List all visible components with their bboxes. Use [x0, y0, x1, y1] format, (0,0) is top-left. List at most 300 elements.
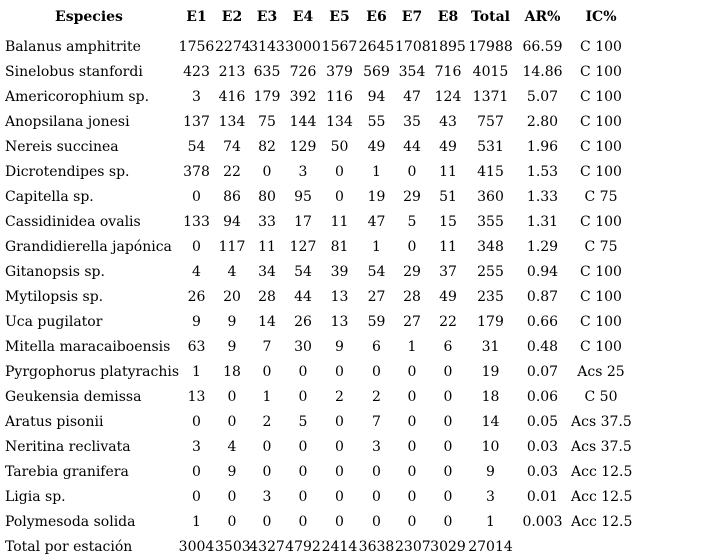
value-cell: 1 — [372, 238, 381, 255]
value-cell: 179 — [477, 313, 504, 330]
species-name-cell: Polymesoda solida — [5, 513, 136, 530]
species-name-cell: Neritina reclivata — [5, 438, 131, 455]
total-value-cell — [571, 534, 631, 559]
value-cell: 569 — [363, 63, 390, 80]
value-cell: 0 — [407, 463, 417, 480]
value-cell: 0 — [192, 463, 201, 480]
value-cell: 4015 — [472, 63, 509, 80]
value-cell: 1756 — [178, 38, 215, 55]
value-cell: 3 — [192, 438, 201, 455]
value-cell: 415 — [477, 163, 504, 180]
value-cell: 47 — [367, 213, 386, 230]
column-header: E3 — [256, 9, 278, 25]
species-name-cell: Pyrgophorus platyrachis — [5, 363, 180, 380]
table-row — [0, 334, 701, 359]
value-cell: 44 — [294, 288, 312, 305]
column-spacer — [631, 0, 701, 34]
value-cell: 0.07 — [526, 363, 559, 380]
value-cell: 11 — [330, 213, 349, 230]
value-cell: 51 — [439, 188, 457, 205]
value-cell: 1371 — [472, 88, 509, 105]
value-cell: 49 — [367, 138, 386, 155]
value-cell: 1.33 — [526, 188, 559, 205]
column-header: E8 — [437, 9, 459, 25]
value-cell: Acc 12.5 — [571, 463, 633, 480]
value-cell: 0.05 — [526, 413, 559, 430]
value-cell: 1567 — [321, 38, 358, 55]
species-name-cell: Americorophium sp. — [5, 88, 150, 105]
total-label-cell: Total por estación — [5, 538, 133, 555]
table-row — [0, 109, 701, 134]
value-cell: C 50 — [584, 388, 618, 405]
value-cell: 1 — [192, 513, 201, 530]
row-spacer — [631, 84, 701, 109]
row-spacer — [631, 109, 701, 134]
value-cell: 1708 — [395, 38, 431, 55]
value-cell: 0 — [262, 438, 272, 455]
value-cell: C 100 — [580, 113, 622, 130]
value-cell: 2274 — [215, 38, 251, 55]
value-cell: 14.86 — [522, 63, 563, 80]
column-header: E5 — [329, 9, 350, 25]
value-cell: 0 — [192, 188, 201, 205]
value-cell: 5 — [298, 413, 308, 430]
value-cell: 635 — [253, 63, 281, 80]
table-row — [0, 184, 701, 209]
row-spacer — [631, 309, 701, 334]
value-cell: 18 — [481, 388, 500, 405]
row-spacer — [631, 209, 701, 234]
value-cell: 9 — [227, 338, 237, 355]
value-cell: C 100 — [580, 263, 622, 280]
table-body — [0, 34, 701, 559]
value-cell: 27 — [403, 313, 421, 330]
value-cell: 59 — [367, 313, 386, 330]
table-row — [0, 309, 701, 334]
value-cell: 716 — [434, 63, 462, 80]
value-cell: 5.07 — [526, 88, 559, 105]
table-row — [0, 434, 701, 459]
table-row — [0, 134, 701, 159]
value-cell: 27 — [367, 288, 386, 305]
value-cell: Acc 12.5 — [571, 488, 633, 505]
table-row — [0, 234, 701, 259]
value-cell: 9 — [486, 463, 495, 480]
species-name-cell: Cassidinidea ovalis — [5, 213, 141, 230]
value-cell: 1 — [372, 163, 381, 180]
value-cell: 3 — [372, 438, 381, 455]
value-cell: 0 — [335, 488, 344, 505]
species-name-cell: Anopsilana jonesi — [5, 113, 130, 130]
value-cell: 0 — [298, 488, 308, 505]
species-name-cell: Dicrotendipes sp. — [5, 163, 130, 180]
value-cell: 0 — [407, 388, 417, 405]
column-header: E6 — [366, 9, 387, 25]
value-cell: 1 — [192, 363, 201, 380]
value-cell: 34 — [258, 263, 276, 280]
value-cell: 0.94 — [526, 263, 559, 280]
value-cell: 124 — [434, 88, 462, 105]
value-cell: 54 — [187, 138, 206, 155]
value-cell: 726 — [289, 63, 317, 80]
value-cell: 1895 — [430, 38, 466, 55]
value-cell: 6 — [443, 338, 453, 355]
table-row — [0, 509, 701, 534]
value-cell: 0 — [407, 163, 417, 180]
species-name-cell: Mitella maracaiboensis — [5, 338, 171, 355]
value-cell: 0 — [443, 388, 453, 405]
row-spacer — [631, 284, 701, 309]
value-cell: 86 — [223, 188, 241, 205]
value-cell: 9 — [335, 338, 344, 355]
species-name-cell: Geukensia demissa — [5, 388, 142, 405]
value-cell: 0 — [335, 513, 344, 530]
row-spacer — [631, 534, 701, 559]
row-spacer — [631, 359, 701, 384]
table-row — [0, 209, 701, 234]
value-cell: 1 — [407, 338, 417, 355]
value-cell: 0 — [335, 413, 344, 430]
value-cell: 235 — [477, 288, 504, 305]
value-cell: 0.66 — [526, 313, 559, 330]
table-row — [0, 409, 701, 434]
value-cell: 0.48 — [526, 338, 559, 355]
value-cell: 37 — [439, 263, 457, 280]
value-cell: 127 — [289, 238, 317, 255]
total-value-cell: 3638 — [358, 538, 395, 555]
value-cell: 2.80 — [526, 113, 559, 130]
value-cell: 0 — [335, 463, 344, 480]
value-cell: 0 — [298, 363, 308, 380]
value-cell: 63 — [187, 338, 206, 355]
value-cell: 0.87 — [526, 288, 559, 305]
value-cell: 94 — [223, 213, 241, 230]
value-cell: 22 — [223, 163, 241, 180]
species-name-cell: Gitanopsis sp. — [5, 263, 105, 280]
value-cell: 379 — [326, 63, 353, 80]
value-cell: 255 — [477, 263, 504, 280]
value-cell: 1.31 — [526, 213, 559, 230]
value-cell: 22 — [439, 313, 457, 330]
value-cell: 348 — [477, 238, 504, 255]
species-name-cell: Capitella sp. — [5, 188, 94, 205]
column-header: AR% — [524, 9, 561, 25]
value-cell: 1.96 — [526, 138, 559, 155]
value-cell: 13 — [187, 388, 206, 405]
value-cell: 0.03 — [526, 438, 559, 455]
column-header: E4 — [292, 9, 314, 25]
species-name-cell: Nereis succinea — [5, 138, 119, 155]
row-spacer — [631, 134, 701, 159]
table-row — [0, 459, 701, 484]
value-cell: Acc 12.5 — [571, 513, 633, 530]
value-cell: 47 — [403, 88, 421, 105]
value-cell: 9 — [227, 313, 237, 330]
total-row — [0, 534, 701, 559]
value-cell: 3 — [298, 163, 308, 180]
value-cell: 14 — [481, 413, 500, 430]
value-cell: 19 — [481, 363, 500, 380]
value-cell: 0 — [298, 438, 308, 455]
table-row — [0, 59, 701, 84]
value-cell: 1.53 — [526, 163, 559, 180]
value-cell: 11 — [258, 238, 276, 255]
row-spacer — [631, 509, 701, 534]
value-cell: 0 — [227, 413, 237, 430]
value-cell: 392 — [289, 88, 317, 105]
value-cell: 0 — [407, 413, 417, 430]
value-cell: 20 — [223, 288, 241, 305]
value-cell: 7 — [262, 338, 272, 355]
value-cell: 9 — [227, 463, 237, 480]
total-value-cell: 4327 — [249, 538, 285, 555]
species-name-cell: Grandidierella japónica — [5, 238, 172, 255]
value-cell: 1 — [262, 388, 272, 405]
value-cell: Acs 37.5 — [571, 438, 632, 455]
row-spacer — [631, 334, 701, 359]
total-value-cell: 2307 — [395, 538, 431, 555]
value-cell: 0 — [443, 438, 453, 455]
value-cell: 0 — [372, 463, 381, 480]
row-spacer — [631, 184, 701, 209]
row-spacer — [631, 434, 701, 459]
value-cell: 94 — [367, 88, 386, 105]
value-cell: 0 — [443, 363, 453, 380]
value-cell: 0 — [407, 238, 417, 255]
value-cell: C 100 — [580, 288, 622, 305]
value-cell: 423 — [183, 63, 210, 80]
value-cell: 0 — [372, 488, 381, 505]
value-cell: 0 — [407, 513, 417, 530]
value-cell: 29 — [403, 263, 421, 280]
value-cell: 134 — [326, 113, 353, 130]
total-value-cell: 2414 — [321, 538, 358, 555]
value-cell: Acs 37.5 — [571, 413, 632, 430]
value-cell: 4 — [192, 263, 201, 280]
row-spacer — [631, 409, 701, 434]
value-cell: 354 — [398, 63, 426, 80]
value-cell: 0 — [335, 438, 344, 455]
value-cell: C 100 — [580, 213, 622, 230]
value-cell: 134 — [218, 113, 246, 130]
total-value-cell: 27014 — [468, 538, 513, 555]
value-cell: 3 — [192, 88, 201, 105]
row-spacer — [631, 459, 701, 484]
value-cell: 0.06 — [526, 388, 559, 405]
table-row — [0, 34, 701, 59]
value-cell: 44 — [403, 138, 421, 155]
value-cell: 0 — [335, 363, 344, 380]
column-header: Especies — [55, 9, 123, 25]
species-name-cell: Ligia sp. — [5, 488, 66, 505]
value-cell: 50 — [330, 138, 349, 155]
value-cell: C 75 — [584, 188, 618, 205]
value-cell: 0 — [227, 513, 237, 530]
value-cell: 2 — [335, 388, 344, 405]
value-cell: 137 — [183, 113, 210, 130]
value-cell: 0.03 — [526, 463, 559, 480]
value-cell: 0 — [443, 513, 453, 530]
value-cell: 0 — [407, 488, 417, 505]
value-cell: 39 — [330, 263, 349, 280]
species-name-cell: Balanus amphitrite — [5, 38, 141, 55]
value-cell: 35 — [403, 113, 421, 130]
value-cell: 0.01 — [526, 488, 559, 505]
column-header: E1 — [186, 9, 207, 25]
row-spacer — [631, 259, 701, 284]
value-cell: C 100 — [580, 88, 622, 105]
row-spacer — [631, 384, 701, 409]
table-row — [0, 384, 701, 409]
value-cell: 0 — [262, 163, 272, 180]
value-cell: 26 — [187, 288, 206, 305]
value-cell: 3 — [262, 488, 272, 505]
value-cell: 11 — [439, 163, 457, 180]
value-cell: 0 — [298, 388, 308, 405]
value-cell: 55 — [367, 113, 386, 130]
total-value-cell: 3004 — [178, 538, 215, 555]
value-cell: 43 — [439, 113, 457, 130]
value-cell: 0 — [262, 513, 272, 530]
value-cell: 1.29 — [526, 238, 559, 255]
column-header: IC% — [585, 9, 617, 25]
value-cell: 0 — [262, 463, 272, 480]
value-cell: 0 — [298, 463, 308, 480]
value-cell: 30 — [294, 338, 312, 355]
value-cell: 17 — [294, 213, 312, 230]
value-cell: 116 — [326, 88, 353, 105]
value-cell: 0 — [443, 413, 453, 430]
value-cell: 1 — [486, 513, 495, 530]
value-cell: 49 — [439, 138, 457, 155]
row-spacer — [631, 59, 701, 84]
value-cell: 531 — [477, 138, 504, 155]
value-cell: 4 — [227, 438, 237, 455]
value-cell: 213 — [218, 63, 246, 80]
value-cell: 0 — [227, 388, 237, 405]
row-spacer — [631, 484, 701, 509]
value-cell: 378 — [183, 163, 210, 180]
value-cell: C 100 — [580, 338, 622, 355]
value-cell: 0 — [335, 188, 344, 205]
value-cell: 3143 — [249, 38, 285, 55]
value-cell: 13 — [330, 288, 349, 305]
species-name-cell: Sinelobus stanfordi — [5, 63, 143, 80]
column-header: E2 — [221, 9, 243, 25]
species-name-cell: Uca pugilator — [5, 313, 103, 330]
value-cell: 0 — [192, 488, 201, 505]
value-cell: 0 — [192, 413, 201, 430]
value-cell: 2 — [372, 388, 381, 405]
value-cell: 2 — [262, 413, 272, 430]
value-cell: 2645 — [358, 38, 395, 55]
total-value-cell: 3029 — [430, 538, 466, 555]
value-cell: 6 — [372, 338, 381, 355]
value-cell: 144 — [289, 113, 317, 130]
value-cell: C 100 — [580, 163, 622, 180]
species-name-cell: Mytilopsis sp. — [5, 288, 104, 305]
value-cell: 0 — [192, 238, 201, 255]
value-cell: 28 — [258, 288, 276, 305]
value-cell: 117 — [218, 238, 246, 255]
value-cell: Acs 25 — [577, 363, 625, 380]
value-cell: 3000 — [285, 38, 321, 55]
value-cell: 4 — [227, 263, 237, 280]
value-cell: 33 — [258, 213, 276, 230]
value-cell: 75 — [258, 113, 276, 130]
value-cell: 0 — [335, 163, 344, 180]
table-row — [0, 84, 701, 109]
value-cell: 54 — [294, 263, 312, 280]
value-cell: 17988 — [468, 38, 513, 55]
value-cell: 179 — [253, 88, 281, 105]
value-cell: 26 — [294, 313, 312, 330]
table-row — [0, 159, 701, 184]
value-cell: 13 — [330, 313, 349, 330]
value-cell: 66.59 — [522, 38, 563, 55]
value-cell: 5 — [407, 213, 417, 230]
value-cell: 31 — [481, 338, 500, 355]
value-cell: 28 — [403, 288, 421, 305]
value-cell: 54 — [367, 263, 386, 280]
value-cell: 18 — [223, 363, 241, 380]
total-value-cell: 3503 — [215, 538, 251, 555]
value-cell: 0 — [407, 438, 417, 455]
total-value-cell — [514, 534, 571, 559]
value-cell: C 100 — [580, 313, 622, 330]
value-cell: 0.003 — [522, 513, 563, 530]
table-row — [0, 259, 701, 284]
value-cell: 10 — [481, 438, 500, 455]
value-cell: 3 — [486, 488, 495, 505]
value-cell: 0 — [372, 363, 381, 380]
value-cell: 14 — [258, 313, 276, 330]
value-cell: 416 — [218, 88, 246, 105]
value-cell: 49 — [439, 288, 457, 305]
header-row — [0, 0, 701, 34]
value-cell: 29 — [403, 188, 421, 205]
value-cell: 0 — [443, 463, 453, 480]
value-cell: 129 — [289, 138, 317, 155]
value-cell: 95 — [294, 188, 312, 205]
value-cell: 80 — [258, 188, 276, 205]
table-row — [0, 284, 701, 309]
value-cell: C 100 — [580, 38, 622, 55]
total-value-cell: 4792 — [285, 538, 321, 555]
table-row — [0, 484, 701, 509]
value-cell: C 75 — [584, 238, 618, 255]
value-cell: 74 — [223, 138, 241, 155]
value-cell: 7 — [372, 413, 381, 430]
value-cell: 0 — [298, 513, 308, 530]
value-cell: C 100 — [580, 63, 622, 80]
row-spacer — [631, 159, 701, 184]
species-name-cell: Tarebia granifera — [5, 463, 129, 480]
value-cell: 19 — [367, 188, 386, 205]
value-cell: 360 — [477, 188, 504, 205]
value-cell: C 100 — [580, 138, 622, 155]
value-cell: 0 — [443, 488, 453, 505]
value-cell: 133 — [183, 213, 210, 230]
table-row — [0, 359, 701, 384]
value-cell: 82 — [258, 138, 276, 155]
column-header: Total — [470, 9, 510, 25]
value-cell: 9 — [192, 313, 201, 330]
row-spacer — [631, 234, 701, 259]
value-cell: 0 — [372, 513, 381, 530]
value-cell: 0 — [262, 363, 272, 380]
row-spacer — [631, 34, 701, 59]
